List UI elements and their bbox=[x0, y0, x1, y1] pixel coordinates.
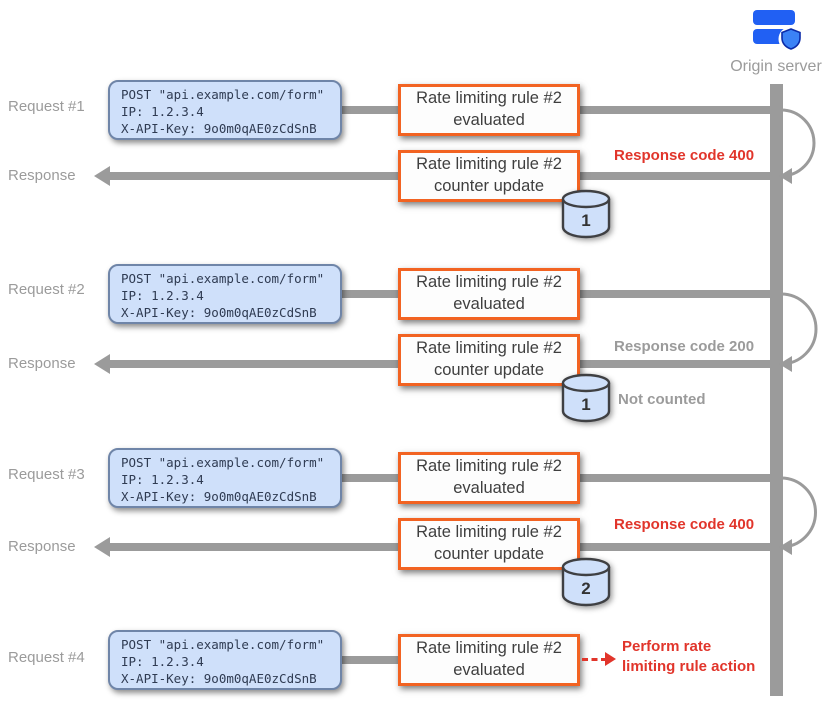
origin-server-icon bbox=[750, 6, 804, 59]
payload-line-method: POST "api.example.com/form" bbox=[121, 271, 325, 286]
counter-value-2: 1 bbox=[581, 395, 591, 414]
payload-line-ip: IP: 1.2.3.4 bbox=[121, 288, 204, 303]
counter-cylinder-1 bbox=[560, 189, 612, 244]
request-payload-box-4 bbox=[108, 630, 342, 690]
annotation-response-code-1: Response code 400 bbox=[614, 147, 755, 164]
rule-box-title: Rate limiting rule #2 bbox=[416, 523, 562, 542]
annotation-mitigation-action bbox=[622, 637, 755, 677]
rule-box-subtitle: evaluated bbox=[453, 479, 525, 497]
counter-value-1: 1 bbox=[581, 211, 591, 230]
rule-box-subtitle: evaluated bbox=[453, 661, 525, 679]
lane-label-request-3: Request #3 bbox=[8, 466, 85, 483]
payload-line-method: POST "api.example.com/form" bbox=[121, 637, 325, 652]
rule-box-subtitle: counter update bbox=[433, 361, 545, 379]
lane-label-request-1: Request #1 bbox=[8, 98, 85, 115]
payload-line-apikey: X-API-Key: 9o0m0qAE0zCdSnB bbox=[121, 489, 317, 504]
annotation-mitigation-line2: limiting rule action bbox=[622, 658, 756, 675]
origin-server-label: Origin server bbox=[730, 58, 822, 75]
counter-value-3: 2 bbox=[581, 579, 591, 598]
annotation-response-code-3: Response code 400 bbox=[614, 516, 755, 533]
rule-box-subtitle: evaluated bbox=[453, 111, 525, 129]
rule-box-title: Rate limiting rule #2 bbox=[416, 89, 562, 108]
annotation-response-code-2: Response code 200 bbox=[614, 338, 755, 355]
request-payload-box-3 bbox=[108, 448, 342, 508]
payload-line-method: POST "api.example.com/form" bbox=[121, 87, 325, 102]
request-payload-box-1 bbox=[108, 80, 342, 140]
payload-line-ip: IP: 1.2.3.4 bbox=[121, 472, 204, 487]
payload-line-apikey: X-API-Key: 9o0m0qAE0zCdSnB bbox=[121, 305, 317, 320]
lane-label-request-4: Request #4 bbox=[8, 649, 85, 666]
response-arrowhead-1 bbox=[94, 166, 110, 186]
payload-line-ip: IP: 1.2.3.4 bbox=[121, 654, 204, 669]
lane-label-response-1: Response bbox=[8, 167, 76, 184]
rule-box-title: Rate limiting rule #2 bbox=[416, 339, 562, 358]
origin-arc-arrowhead-1 bbox=[779, 168, 792, 184]
origin-arc-arrowhead-3 bbox=[779, 539, 792, 555]
counter-update-box-2 bbox=[398, 334, 580, 386]
annotation-not-counted: Not counted bbox=[618, 391, 706, 408]
lane-label-response-3: Response bbox=[8, 538, 76, 555]
lane-label-request-2: Request #2 bbox=[8, 281, 85, 298]
counter-cylinder-2 bbox=[560, 373, 612, 428]
rule-evaluated-box-4 bbox=[398, 634, 580, 686]
rule-evaluated-box-1 bbox=[398, 84, 580, 136]
counter-update-box-3 bbox=[398, 518, 580, 570]
payload-line-apikey: X-API-Key: 9o0m0qAE0zCdSnB bbox=[121, 121, 317, 136]
mitigation-dashed-line bbox=[582, 658, 607, 661]
rule-evaluated-box-2 bbox=[398, 268, 580, 320]
response-arrowhead-3 bbox=[94, 537, 110, 557]
counter-update-box-1 bbox=[398, 150, 580, 202]
payload-line-ip: IP: 1.2.3.4 bbox=[121, 104, 204, 119]
rule-box-title: Rate limiting rule #2 bbox=[416, 273, 562, 292]
request-line-4 bbox=[342, 656, 398, 664]
mitigation-arrowhead bbox=[605, 652, 616, 666]
counter-cylinder-3 bbox=[560, 557, 612, 612]
rule-box-title: Rate limiting rule #2 bbox=[416, 639, 562, 658]
payload-line-apikey: X-API-Key: 9o0m0qAE0zCdSnB bbox=[121, 671, 317, 686]
rule-box-subtitle: counter update bbox=[433, 545, 545, 563]
rule-box-subtitle: counter update bbox=[433, 177, 545, 195]
response-arrowhead-2 bbox=[94, 354, 110, 374]
origin-arc-arrowhead-2 bbox=[779, 356, 792, 372]
rule-box-title: Rate limiting rule #2 bbox=[416, 457, 562, 476]
annotation-mitigation-line1: Perform rate bbox=[622, 638, 712, 655]
rule-box-subtitle: evaluated bbox=[453, 295, 525, 313]
lane-label-response-2: Response bbox=[8, 355, 76, 372]
payload-line-method: POST "api.example.com/form" bbox=[121, 455, 325, 470]
request-payload-box-2 bbox=[108, 264, 342, 324]
rule-evaluated-box-3 bbox=[398, 452, 580, 504]
rule-box-title: Rate limiting rule #2 bbox=[416, 155, 562, 174]
